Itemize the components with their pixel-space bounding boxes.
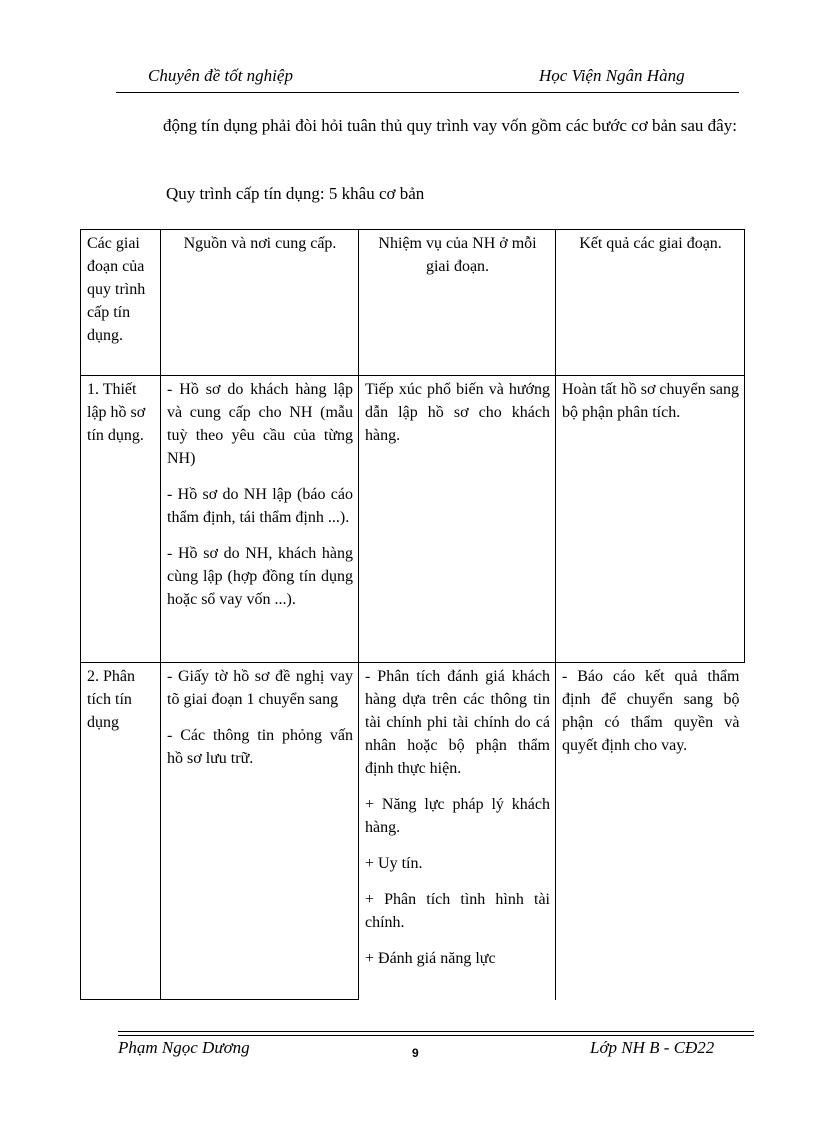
result-item: Hoàn tất hồ sơ chuyển sang bộ phận phân tích. <box>562 381 739 421</box>
tasks-cell <box>359 663 556 1000</box>
stage-cell: 2. Phân tích tín dụng <box>81 663 161 1000</box>
header-cell-stage: Các giai đoạn của quy trình cấp tín dụng. <box>81 230 161 376</box>
task-item: Tiếp xúc phổ biến và hướng dẫn lập hồ sơ cho khách hàng. <box>365 381 550 444</box>
header-cell-sources: Nguồn và nơi cung cấp. <box>161 230 359 376</box>
footer-rule <box>118 1031 754 1032</box>
header-cell-tasks: Nhiệm vụ của NH ở mỗi giai đoạn. <box>359 230 556 376</box>
header-rule <box>116 92 739 93</box>
table-row <box>81 376 745 663</box>
task-item: - Phân tích đánh giá khách hàng dựa trên các thông tin tài chính phi tài chính do cá nhân hoặc bộ phận thẩm định thực hiện. <box>365 668 550 777</box>
footer-rule-thick <box>118 1035 754 1036</box>
source-item: - Hồ sơ do khách hàng lập và cung cấp cho NH (mẫu tuỳ theo yêu cầu của từng NH) <box>167 381 353 467</box>
footer-author: Phạm Ngọc Dương <box>118 1038 250 1057</box>
sources-cell <box>161 376 359 663</box>
header-cell-results: Kết quả các giai đoạn. <box>556 230 745 376</box>
page-number: 9 <box>412 1046 419 1060</box>
header-document-title: Chuyên đề tốt nghiệp <box>148 66 293 85</box>
credit-process-table <box>80 229 745 1000</box>
task-item: + Phân tích tình hình tài chính. <box>365 891 550 931</box>
source-item: - Hồ sơ do NH, khách hàng cùng lập (hợp đồng tín dụng hoặc sổ vay vốn ...). <box>167 545 353 608</box>
tasks-cell <box>359 376 556 663</box>
table-header-row <box>81 230 745 376</box>
task-item: + Đánh giá năng lực <box>365 950 496 967</box>
source-item: - Các thông tin phỏng vấn hồ sơ lưu trữ. <box>167 727 353 767</box>
source-item: - Giấy tờ hồ sơ đề nghị vay tõ giai đoạn 1 chuyển sang <box>167 668 353 708</box>
results-cell <box>556 376 745 663</box>
task-item: + Năng lực pháp lý khách hàng. <box>365 796 550 836</box>
source-item: - Hồ sơ do NH lập (báo cáo thẩm định, tái thẩm định ...). <box>167 486 353 526</box>
sources-cell <box>161 663 359 1000</box>
results-cell <box>556 663 745 1000</box>
task-item: + Uy tín. <box>365 855 423 872</box>
result-item: - Báo cáo kết quả thẩm định để chuyển sang bộ phận có thẩm quyền và quyết định cho vay. <box>562 668 740 754</box>
footer-class: Lớp NH B - CĐ22 <box>590 1038 715 1057</box>
table-row <box>81 663 745 1000</box>
intro-paragraph: động tín dụng phải đòi hỏi tuân thủ quy trình vay vốn gồm các bước cơ bản sau đây: <box>163 116 737 135</box>
table-caption: Quy trình cấp tín dụng: 5 khâu cơ bản <box>166 184 425 203</box>
stage-cell: 1. Thiết lập hồ sơ tín dụng. <box>81 376 161 663</box>
header-institution: Học Viện Ngân Hàng <box>539 66 685 85</box>
